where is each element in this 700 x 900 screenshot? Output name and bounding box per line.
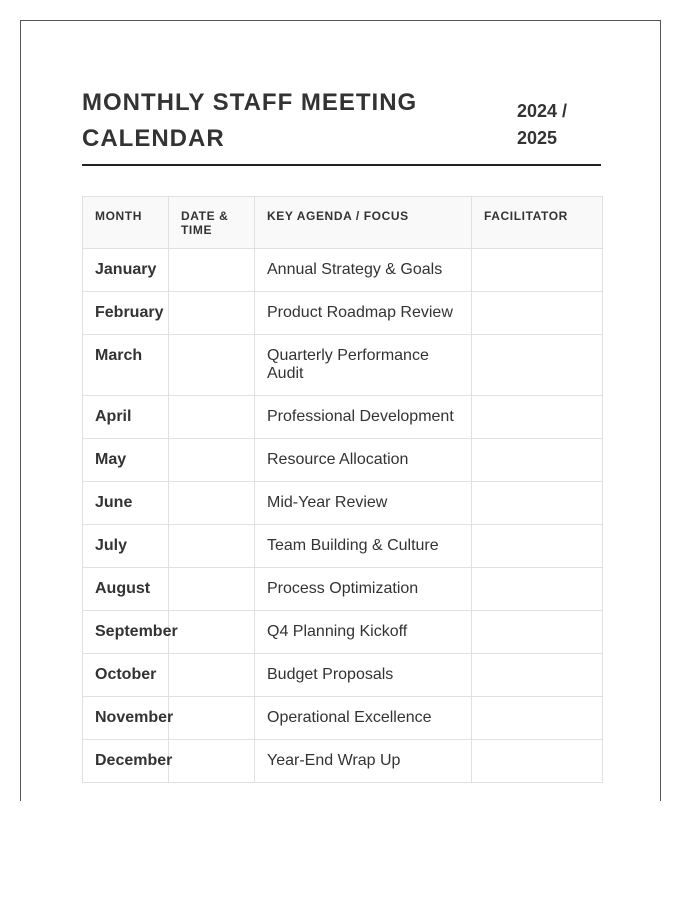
agenda-cell: Quarterly Performance Audit bbox=[255, 335, 472, 396]
table-row bbox=[83, 568, 603, 611]
agenda-cell: Budget Proposals bbox=[255, 654, 472, 697]
month-cell: February bbox=[83, 292, 169, 335]
facilitator-cell bbox=[472, 525, 603, 568]
column-header-month: MONTH bbox=[83, 197, 169, 249]
column-header-facilitator: FACILITATOR bbox=[472, 197, 603, 249]
date-time-cell bbox=[169, 611, 255, 654]
agenda-cell: Resource Allocation bbox=[255, 439, 472, 482]
month-cell: July bbox=[83, 525, 169, 568]
facilitator-cell bbox=[472, 396, 603, 439]
date-time-cell bbox=[169, 439, 255, 482]
month-cell: March bbox=[83, 335, 169, 396]
month-cell: April bbox=[83, 396, 169, 439]
table-row bbox=[83, 482, 603, 525]
table-row bbox=[83, 697, 603, 740]
date-time-cell bbox=[169, 568, 255, 611]
meeting-calendar-table bbox=[82, 196, 603, 783]
date-time-cell bbox=[169, 335, 255, 396]
page-title: MONTHLY STAFF MEETING CALENDAR bbox=[82, 89, 418, 152]
agenda-cell: Annual Strategy & Goals bbox=[255, 249, 472, 292]
year-label: 2024 / 2025 bbox=[517, 101, 568, 148]
table-row bbox=[83, 335, 603, 396]
month-cell: June bbox=[83, 482, 169, 525]
document-header bbox=[82, 85, 601, 166]
month-cell: September bbox=[83, 611, 169, 654]
month-cell: May bbox=[83, 439, 169, 482]
date-time-cell bbox=[169, 482, 255, 525]
date-time-cell bbox=[169, 697, 255, 740]
facilitator-cell bbox=[472, 697, 603, 740]
facilitator-cell bbox=[472, 439, 603, 482]
facilitator-cell bbox=[472, 654, 603, 697]
facilitator-cell bbox=[472, 482, 603, 525]
facilitator-cell bbox=[472, 249, 603, 292]
table-row bbox=[83, 740, 603, 783]
date-time-cell bbox=[169, 249, 255, 292]
agenda-cell: Product Roadmap Review bbox=[255, 292, 472, 335]
date-time-cell bbox=[169, 525, 255, 568]
month-cell: November bbox=[83, 697, 169, 740]
table-row bbox=[83, 611, 603, 654]
agenda-cell: Operational Excellence bbox=[255, 697, 472, 740]
date-time-cell bbox=[169, 292, 255, 335]
table-header-row bbox=[83, 197, 603, 249]
table-row bbox=[83, 439, 603, 482]
month-cell: October bbox=[83, 654, 169, 697]
facilitator-cell bbox=[472, 292, 603, 335]
facilitator-cell bbox=[472, 611, 603, 654]
agenda-cell: Team Building & Culture bbox=[255, 525, 472, 568]
table-row bbox=[83, 249, 603, 292]
agenda-cell: Year-End Wrap Up bbox=[255, 740, 472, 783]
table-row bbox=[83, 292, 603, 335]
table-row bbox=[83, 396, 603, 439]
date-time-cell bbox=[169, 396, 255, 439]
date-time-cell bbox=[169, 654, 255, 697]
agenda-cell: Q4 Planning Kickoff bbox=[255, 611, 472, 654]
facilitator-cell bbox=[472, 568, 603, 611]
month-cell: December bbox=[83, 740, 169, 783]
agenda-cell: Professional Development bbox=[255, 396, 472, 439]
agenda-cell: Process Optimization bbox=[255, 568, 472, 611]
column-header-agenda: KEY AGENDA / FOCUS bbox=[255, 197, 472, 249]
facilitator-cell bbox=[472, 335, 603, 396]
column-header-date-time: DATE & TIME bbox=[169, 197, 255, 249]
facilitator-cell bbox=[472, 740, 603, 783]
month-cell: August bbox=[83, 568, 169, 611]
table-row bbox=[83, 654, 603, 697]
agenda-cell: Mid-Year Review bbox=[255, 482, 472, 525]
table-row bbox=[83, 525, 603, 568]
date-time-cell bbox=[169, 740, 255, 783]
document-page bbox=[20, 20, 661, 801]
month-cell: January bbox=[83, 249, 169, 292]
